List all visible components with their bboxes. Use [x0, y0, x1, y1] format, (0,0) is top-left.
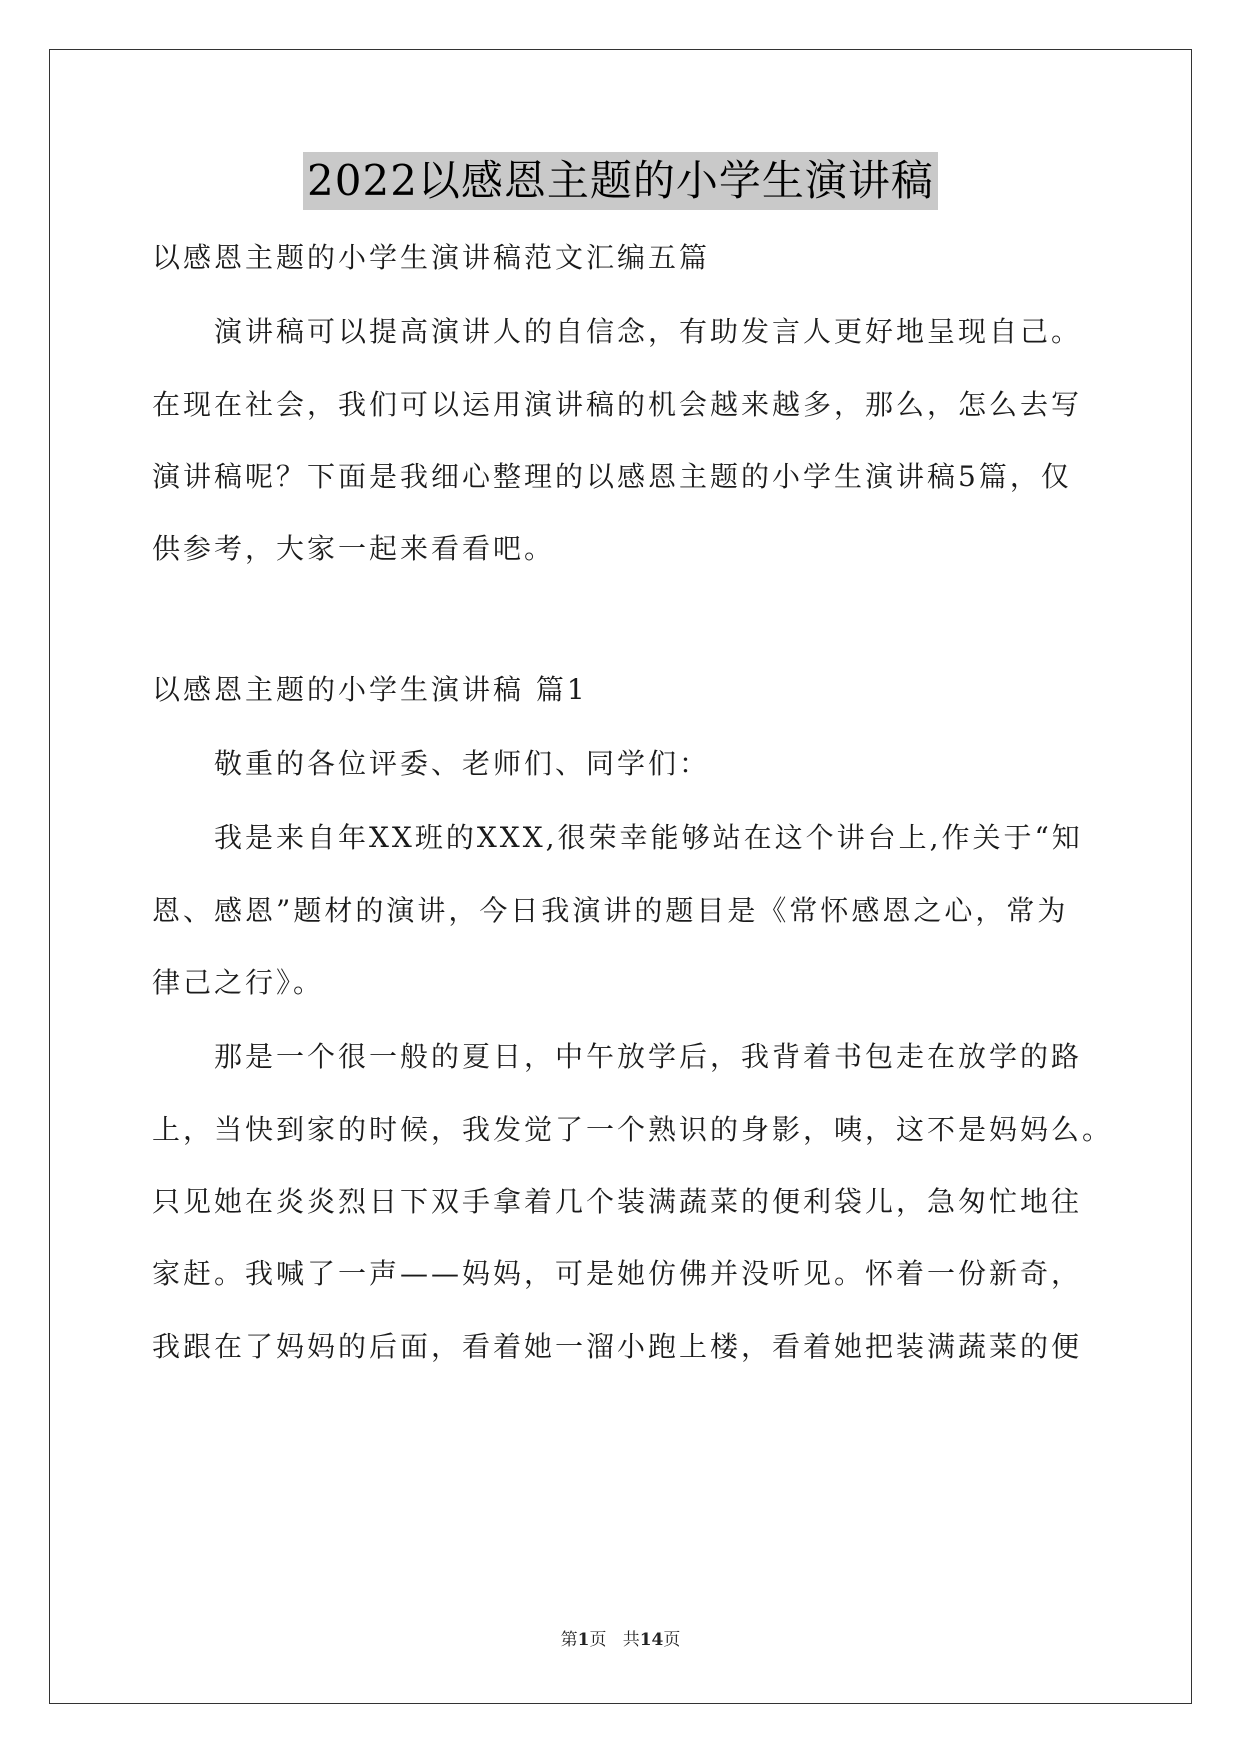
paragraph-line: 只见她在炎炎烈日下双手拿着几个装满蔬菜的便利袋儿，急匆忙地往 — [152, 1185, 1083, 1218]
intro-line: 在现在社会，我们可以运用演讲稿的机会越来越多，那么，怎么去写 — [152, 388, 1083, 421]
paragraph-line: 我跟在了妈妈的后面，看着她一溜小跑上楼，看着她把装满蔬菜的便 — [152, 1330, 1083, 1363]
greeting-line: 敬重的各位评委、老师们、同学们： — [214, 747, 711, 780]
section-heading: 以感恩主题的小学生演讲稿 篇1 — [152, 673, 588, 706]
paragraph-line: 我是来自年XX班的XXX,很荣幸能够站在这个讲台上,作关于“知 — [214, 821, 1083, 854]
page-border — [49, 49, 1192, 1704]
page-footer — [0, 1628, 1241, 1652]
paragraph-line: 律己之行》。 — [152, 966, 325, 999]
intro-line: 供参考，大家一起来看看吧。 — [152, 532, 556, 565]
page-number: 1 — [577, 1630, 590, 1650]
footer-total-suffix: 页 — [663, 1630, 681, 1650]
document-title: 2022以感恩主题的小学生演讲稿 — [303, 152, 938, 210]
intro-line: 演讲稿呢？下面是我细心整理的以感恩主题的小学生演讲稿5篇，仅 — [152, 460, 1072, 493]
paragraph-line: 家赶。我喊了一声——妈妈，可是她仿佛并没听见。怀着一份新奇， — [152, 1257, 1083, 1290]
paragraph-line: 恩、感恩”题材的演讲，今日我演讲的题目是《常怀感恩之心，常为 — [152, 894, 1069, 927]
paragraph-line: 那是一个很一般的夏日，中午放学后，我背着书包走在放学的路 — [214, 1040, 1083, 1073]
intro-line: 演讲稿可以提高演讲人的自信念，有助发言人更好地呈现自己。 — [214, 315, 1083, 348]
footer-prefix: 第 — [560, 1630, 578, 1650]
document-subtitle: 以感恩主题的小学生演讲稿范文汇编五篇 — [152, 241, 711, 274]
title-container — [0, 152, 1241, 210]
footer-page-suffix: 页 — [589, 1630, 607, 1650]
paragraph-line: 上，当快到家的时候，我发觉了一个熟识的身影，咦，这不是妈妈么。 — [152, 1113, 1114, 1146]
footer-total-prefix: 共 — [622, 1630, 640, 1650]
total-pages: 14 — [639, 1630, 664, 1650]
